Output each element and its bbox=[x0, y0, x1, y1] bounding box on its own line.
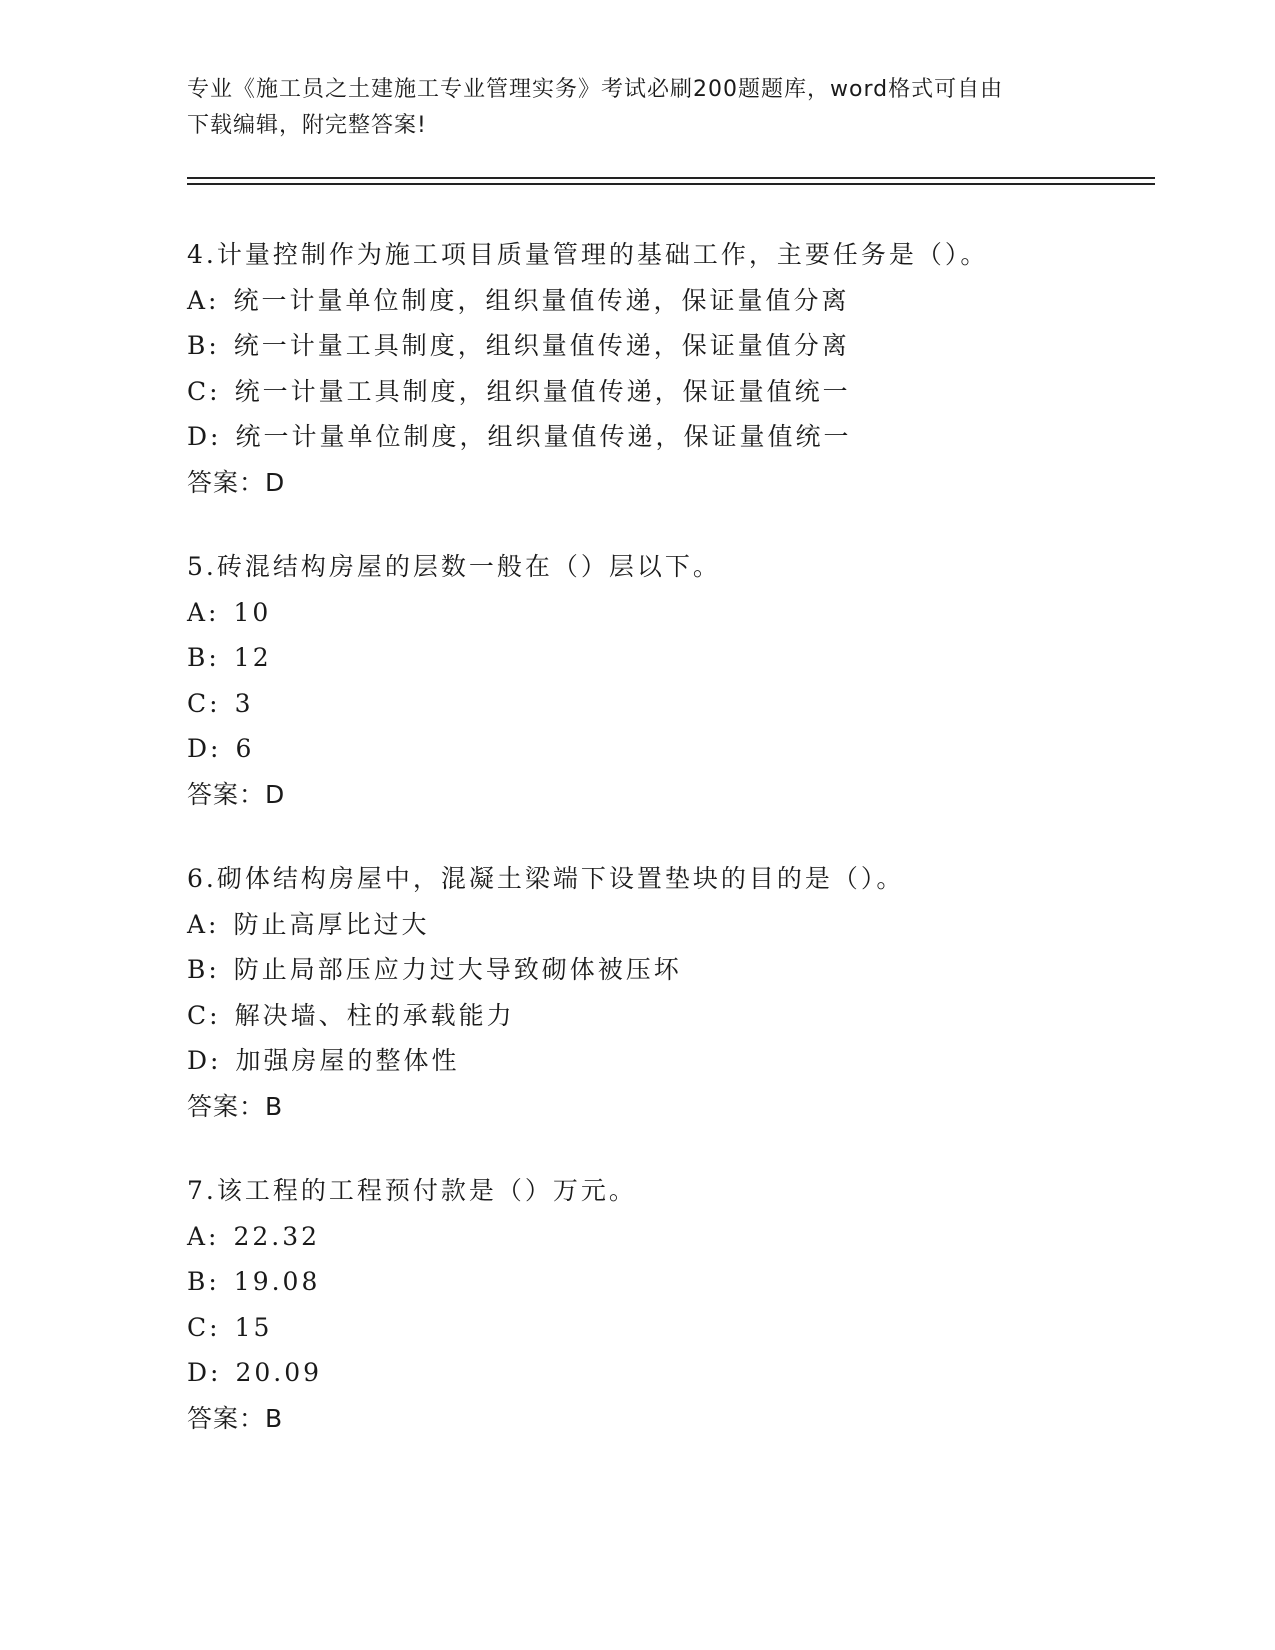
option-letter: D: bbox=[187, 1046, 222, 1075]
option-d bbox=[187, 726, 1147, 772]
option-text: 3 bbox=[234, 688, 254, 718]
question-4 bbox=[187, 232, 1147, 505]
option-letter: D: bbox=[187, 1358, 222, 1387]
header-line-2: 下载编辑，附完整答案! bbox=[187, 113, 427, 138]
option-text: 防止高厚比过大 bbox=[233, 909, 430, 939]
question-7 bbox=[187, 1168, 1147, 1441]
option-letter: D: bbox=[187, 422, 222, 451]
option-c bbox=[187, 1305, 1147, 1351]
option-d bbox=[187, 1038, 1147, 1084]
question-stem: 7.该工程的工程预付款是（）万元。 bbox=[187, 1176, 637, 1205]
question-5 bbox=[187, 544, 1147, 817]
option-text: 加强房屋的整体性 bbox=[235, 1046, 460, 1075]
option-text: 12 bbox=[233, 643, 272, 672]
option-text: 解决墙、柱的承载能力 bbox=[234, 1000, 515, 1030]
answer-line: 答案：D bbox=[187, 779, 286, 809]
option-letter: C: bbox=[187, 1312, 221, 1342]
option-letter: B: bbox=[187, 331, 220, 360]
option-text: 10 bbox=[233, 597, 272, 627]
option-text: 22.32 bbox=[233, 1221, 321, 1251]
option-a bbox=[187, 278, 1147, 324]
option-text: 防止局部压应力过大导致砌体被压坏 bbox=[233, 955, 682, 984]
option-b bbox=[187, 635, 1147, 681]
option-text: 统一计量工具制度，组织量值传递，保证量值分离 bbox=[233, 331, 850, 360]
option-letter: B: bbox=[187, 955, 220, 984]
answer-line: 答案：B bbox=[187, 1403, 284, 1433]
option-d bbox=[187, 414, 1147, 460]
header-line-1: 专业《施工员之土建施工专业管理实务》考试必刷200题题库，word格式可自由 bbox=[187, 77, 1004, 102]
option-text: 20.09 bbox=[235, 1358, 323, 1387]
option-c bbox=[187, 681, 1147, 727]
header-divider-top bbox=[187, 177, 1155, 179]
option-letter: A: bbox=[187, 597, 220, 627]
option-a bbox=[187, 590, 1147, 636]
question-stem: 6.砌体结构房屋中，混凝土梁端下设置垫块的目的是（）。 bbox=[187, 864, 905, 893]
option-a bbox=[187, 902, 1147, 948]
option-letter: A: bbox=[187, 1221, 220, 1251]
option-letter: C: bbox=[187, 688, 221, 718]
option-letter: A: bbox=[187, 285, 220, 315]
option-b bbox=[187, 323, 1147, 369]
option-b bbox=[187, 1259, 1147, 1305]
question-stem: 5.砖混结构房屋的层数一般在（）层以下。 bbox=[187, 552, 721, 581]
option-text: 统一计量工具制度，组织量值传递，保证量值统一 bbox=[234, 376, 851, 406]
option-text: 6 bbox=[235, 734, 255, 763]
answer-line: 答案：B bbox=[187, 1091, 284, 1121]
option-letter: A: bbox=[187, 909, 220, 939]
answer-line: 答案：D bbox=[187, 467, 286, 497]
option-letter: D: bbox=[187, 734, 222, 763]
header-divider-bottom bbox=[187, 183, 1155, 185]
option-b bbox=[187, 947, 1147, 993]
option-letter: C: bbox=[187, 1000, 221, 1030]
question-6 bbox=[187, 856, 1147, 1129]
option-a bbox=[187, 1214, 1147, 1260]
option-d bbox=[187, 1350, 1147, 1396]
option-text: 15 bbox=[234, 1312, 273, 1342]
option-letter: C: bbox=[187, 376, 221, 406]
option-text: 19.08 bbox=[233, 1267, 321, 1296]
document-header bbox=[187, 72, 1087, 144]
option-letter: B: bbox=[187, 1267, 220, 1296]
option-c bbox=[187, 369, 1147, 415]
question-stem: 4.计量控制作为施工项目质量管理的基础工作，主要任务是（）。 bbox=[187, 240, 989, 269]
option-c bbox=[187, 993, 1147, 1039]
question-list bbox=[187, 232, 1147, 1480]
option-text: 统一计量单位制度，组织量值传递，保证量值统一 bbox=[235, 422, 852, 451]
option-text: 统一计量单位制度，组织量值传递，保证量值分离 bbox=[233, 285, 850, 315]
option-letter: B: bbox=[187, 643, 220, 672]
